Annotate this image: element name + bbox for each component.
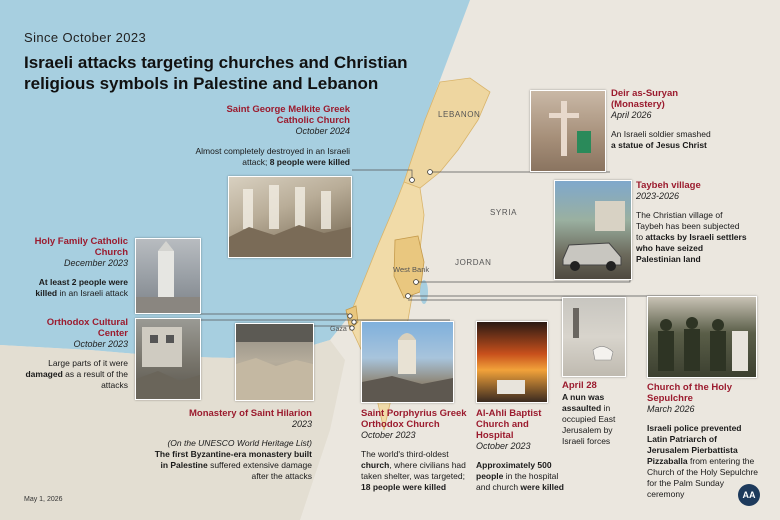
event-porphyrius xyxy=(361,408,473,493)
event-date: October 2023 xyxy=(476,441,531,451)
marker-gaza-1 xyxy=(348,314,352,318)
police-crowd-photo xyxy=(647,296,757,378)
event-taybeh xyxy=(636,180,748,265)
label-lebanon: LEBANON xyxy=(438,110,481,119)
marker-gaza-3 xyxy=(350,326,354,330)
church-ruins-photo xyxy=(228,176,352,258)
event-title: Taybeh village xyxy=(636,180,701,191)
label-syria: SYRIA xyxy=(490,208,518,217)
event-date: October 2023 xyxy=(73,339,128,349)
event-desc: The Christian village of Taybeh has been subjected to attacks by Israeli settlers who have seized Palestinian land xyxy=(636,210,747,264)
event-title: Saint Porphyrius Greek Orthodox Church xyxy=(361,408,467,430)
dead-sea xyxy=(420,280,428,304)
agency-logo-icon: AA xyxy=(738,484,760,506)
damaged-building-photo xyxy=(135,318,201,400)
church-dome-icon xyxy=(362,322,453,402)
event-deir xyxy=(611,88,711,151)
event-title: Church of the Holy Sepulchre xyxy=(647,382,732,404)
hospital-fire-photo xyxy=(476,321,548,403)
event-desc: Almost completely destroyed in an Israeli attack; 8 people were killed xyxy=(195,146,350,167)
page-title: Israeli attacks targeting churches and Christian religious symbols in Palestine and Lebanon xyxy=(24,53,408,93)
church-ruins-icon xyxy=(229,177,351,257)
event-title: Orthodox Cultural Center xyxy=(46,317,128,339)
event-desc: (On the UNESCO World Heritage List) The first Byzantine-era monastery built in Palestine suffered extensive damage after the attacks xyxy=(154,438,312,481)
monastery-ruins-photo xyxy=(235,323,314,401)
footer-date: May 1, 2026 xyxy=(24,496,63,503)
marker-gaza-2 xyxy=(352,320,356,324)
label-gaza: Gaza xyxy=(330,326,347,333)
marker-st-george xyxy=(410,178,415,183)
event-desc: The world's third-oldest church, where civilians had taken shelter, was targeted; 18 people were killed xyxy=(361,449,466,492)
church-tower-icon xyxy=(136,239,200,313)
subtitle-since: Since October 2023 xyxy=(24,30,147,45)
event-title: April 28 xyxy=(562,380,597,391)
street-figure-icon xyxy=(563,298,625,376)
broken-statue-photo xyxy=(530,90,606,172)
monastery-ruins-icon xyxy=(236,324,313,400)
church-tower-photo xyxy=(135,238,201,314)
burned-car-icon xyxy=(555,181,631,279)
event-desc: A nun was assaulted in occupied East Jerusalem by Israeli forces xyxy=(562,392,616,446)
event-date: March 2026 xyxy=(647,404,695,414)
church-dome-photo xyxy=(361,321,454,403)
marker-taybeh xyxy=(414,280,419,285)
event-desc: At least 2 people were killed in an Israeli attack xyxy=(35,277,128,298)
event-desc: Large parts of it were damaged as a result of the attacks xyxy=(25,358,128,390)
event-desc: An Israeli soldier smashed a statue of Jesus Christ xyxy=(611,129,711,150)
event-date: 2023-2026 xyxy=(636,191,680,201)
event-date: April 2026 xyxy=(611,110,652,120)
damaged-building-icon xyxy=(136,319,200,399)
event-date: October 2024 xyxy=(295,126,350,136)
event-title: Deir as-Suryan (Monastery) xyxy=(611,88,679,110)
event-date: December 2023 xyxy=(63,258,128,268)
event-hilarion xyxy=(150,408,312,482)
street-assault-photo xyxy=(562,297,626,377)
marker-jerusalem xyxy=(406,294,411,299)
label-west-bank: West Bank xyxy=(393,265,430,274)
statue-icon xyxy=(531,91,605,171)
fire-icon xyxy=(477,322,547,402)
event-date: October 2023 xyxy=(361,430,416,440)
police-crowd-icon xyxy=(648,297,756,377)
burned-car-photo xyxy=(554,180,632,280)
event-sepulchre xyxy=(647,382,759,500)
event-title: Holy Family Catholic Church xyxy=(34,236,128,258)
event-st-george xyxy=(190,104,350,168)
event-title: Monastery of Saint Hilarion xyxy=(189,408,312,419)
event-title: Al-Ahli Baptist Church and Hospital xyxy=(476,408,542,441)
event-desc: Approximately 500 people in the hospital and church were killed xyxy=(476,460,564,492)
event-orthodox-cc xyxy=(24,317,128,391)
marker-deir xyxy=(428,170,433,175)
event-date: 2023 xyxy=(291,419,312,429)
event-nun xyxy=(562,380,632,447)
event-title: Saint George Melkite Greek Catholic Church xyxy=(226,104,350,126)
label-jordan: JORDAN xyxy=(455,258,492,267)
event-ahli xyxy=(476,408,566,493)
event-desc: Israeli police prevented Latin Patriarch of Jerusalem Pierbattista Pizzaballa from entering the Church of the Holy Sepulchre for the Palm Sunday ceremony xyxy=(647,423,759,499)
event-holy-family xyxy=(24,236,128,299)
